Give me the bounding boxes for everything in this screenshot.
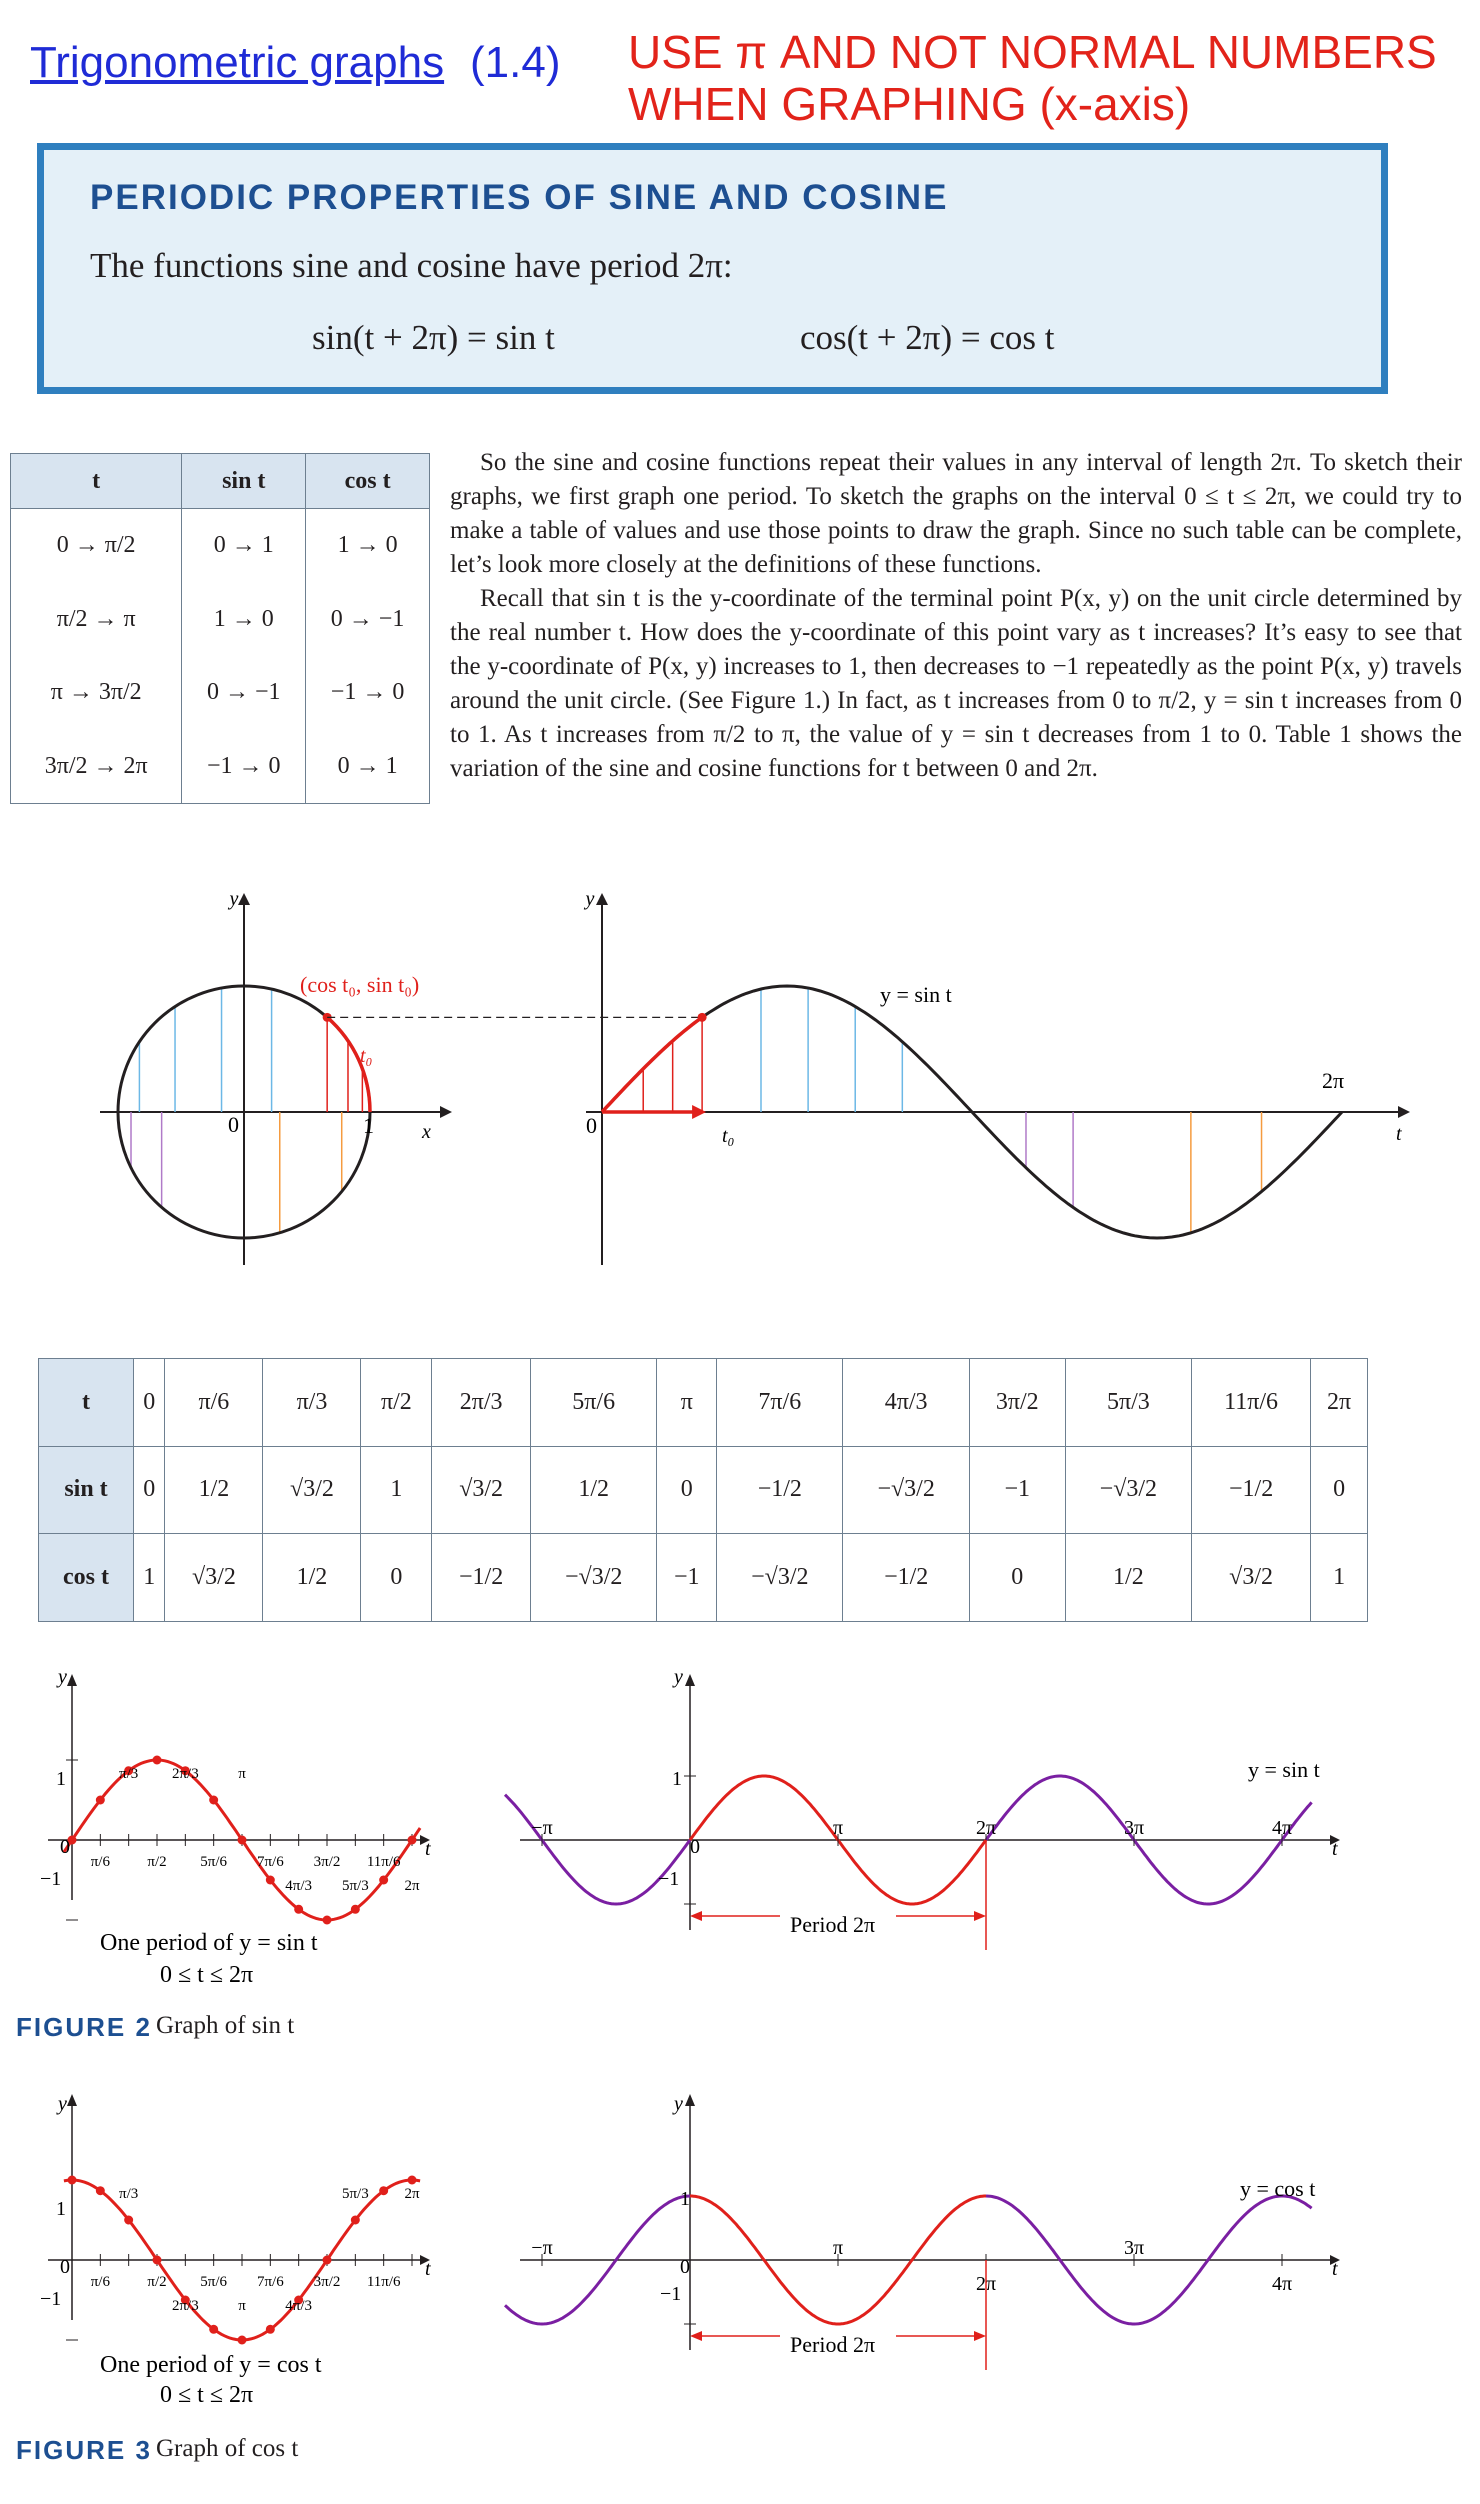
tick-label: −π [531, 2237, 553, 2259]
cell: −1 [969, 1446, 1065, 1534]
cell: −√3/2 [843, 1446, 969, 1534]
tick-label: 3π/2 [313, 1854, 341, 1870]
arrow-icon [974, 1911, 986, 1921]
tick-label: π/6 [90, 2274, 110, 2290]
arrow-icon [67, 1674, 77, 1686]
table-row [39, 1359, 1368, 1447]
figure-3-label: FIGURE 3 [16, 2435, 152, 2465]
left-zero-label: 0 [60, 1836, 70, 1858]
sin-period-equation: sin(t + 2π) = sin t [312, 318, 555, 357]
circle-one-label: 1 [363, 1113, 374, 1138]
left-one-label: 1 [56, 1768, 66, 1790]
cell: 0 [134, 1446, 165, 1534]
warning-line-1: USE π AND NOT NORMAL NUMBERS [628, 26, 1437, 78]
left-neg-one-label: −1 [40, 1868, 62, 1890]
arc-t0-label: t₀ [360, 1045, 373, 1067]
title-link[interactable]: Trigonometric graphs [30, 38, 445, 87]
paragraph-2: Recall that sin t is the y-coordinate of the terminal point P(x, y) on the unit circle determined by the real number t. How does the y-coordinate of this point vary as t increases? It’s easy to see that the y-coordinate of P(x, y) increases to 1, then decreases to −1 repeatedly as the point P(x, y) travels around the unit circle. (See Figure 1.) In fact, as t increases from 0 to π/2, y = sin t increases from 0 to 1. As t increases from π/2 to π, the value of y = sin t decreases from 1 to 0. Table 1 shows the variation of the sine and cosine functions for t between 0 and 2π. [450, 585, 1462, 782]
right-curve-label: y = cos t [1240, 2176, 1316, 2201]
row-label-cos: cos t [39, 1534, 134, 1622]
cos-period-equation: cos(t + 2π) = cos t [800, 318, 1055, 357]
cell: −1 → 0 [306, 656, 430, 729]
figure-2-caption: Graph of sin t [156, 2012, 295, 2039]
cell: √3/2 [165, 1534, 263, 1622]
cell: 0 → 1 [182, 509, 306, 583]
data-point [209, 1796, 218, 1805]
data-point [96, 1796, 105, 1805]
arrow-icon [596, 893, 608, 905]
data-point [294, 1905, 303, 1914]
tick-label: π/6 [90, 1854, 110, 1870]
right-zero-label: 0 [680, 2256, 690, 2278]
data-point [124, 2216, 133, 2225]
tick-label: 2π/3 [171, 2298, 199, 2314]
data-point [96, 2186, 105, 2195]
left-y-label: y [58, 2093, 67, 2115]
arrow-icon [692, 1105, 706, 1119]
box-heading: PERIODIC PROPERTIES OF SINE AND COSINE [90, 178, 949, 217]
cell: 11π/6 [1192, 1359, 1311, 1447]
arrow-icon [238, 893, 250, 905]
tick-label: 2π [975, 1817, 997, 1839]
data-point [153, 1756, 162, 1765]
curve-label: y = sin t [880, 982, 952, 1007]
cell: 0 → −1 [182, 656, 306, 729]
cell: √3/2 [263, 1446, 361, 1534]
tick-label: 5π/3 [341, 1878, 369, 1894]
tick-label: 7π/6 [256, 1854, 284, 1870]
arrow-icon [974, 2331, 986, 2341]
left-y-label: y [58, 1666, 67, 1688]
data-point [379, 1876, 388, 1885]
cell: 0 → 1 [306, 729, 430, 803]
right-curve-label: y = sin t [1248, 1757, 1320, 1782]
circle-origin-label: 0 [228, 1112, 239, 1137]
arrow-icon [440, 1106, 452, 1118]
data-point [408, 2176, 417, 2185]
cell: 0 [134, 1359, 165, 1447]
right-zero-label: 0 [690, 1836, 700, 1858]
data-point [238, 1836, 247, 1845]
arrow-icon [685, 2094, 695, 2106]
figure-2-sine-graphs [0, 1650, 1480, 1988]
circle-x-label: x [422, 1121, 431, 1143]
left-zero-label: 0 [60, 2256, 70, 2278]
body-text [450, 446, 1462, 786]
row-label-sin: sin t [39, 1446, 134, 1534]
section-number: (1.4) [470, 38, 561, 87]
cell: π/3 [263, 1359, 361, 1447]
cell: 1 → 0 [182, 583, 306, 656]
cell: −1/2 [717, 1446, 843, 1534]
tick-label: 4π/3 [285, 1878, 313, 1894]
left-note-2: 0 ≤ t ≤ 2π [160, 2382, 254, 2408]
cell: −1 → 0 [182, 729, 306, 803]
table-row [11, 509, 430, 583]
left-note-2: 0 ≤ t ≤ 2π [160, 1962, 254, 1988]
tick-label: 7π/6 [256, 2274, 284, 2290]
tick-label: π/2 [147, 2274, 167, 2290]
header-cos: cos t [306, 454, 430, 509]
warning-note [628, 26, 1437, 130]
figure-3-cosine-graphs [0, 2080, 1480, 2408]
cell: −1/2 [432, 1534, 531, 1622]
tick-label: 5π/6 [200, 2274, 228, 2290]
tick-label: 3π [1123, 1817, 1145, 1839]
table-row [39, 1534, 1368, 1622]
cell: 1 [361, 1446, 432, 1534]
left-t-label: t [425, 1838, 431, 1860]
values-table [38, 1358, 1368, 1622]
cell: 0 [969, 1534, 1065, 1622]
box-text: The functions sine and cosine have period 2π: [90, 246, 733, 285]
data-point [68, 2176, 77, 2185]
cell: 1/2 [1065, 1534, 1191, 1622]
graph-2pi-label: 2π [1322, 1068, 1345, 1093]
tick-label: 5π/3 [341, 2186, 369, 2202]
cell: 1/2 [531, 1446, 657, 1534]
tick-label: 4π [1271, 1817, 1293, 1839]
row-label-t: t [39, 1359, 134, 1447]
left-note-1: One period of y = cos t [100, 2352, 322, 2378]
cell: −1 [657, 1534, 717, 1622]
cell: −√3/2 [531, 1534, 657, 1622]
cell: −1/2 [1192, 1446, 1311, 1534]
data-point [209, 2325, 218, 2334]
left-note-1: One period of y = sin t [100, 1930, 318, 1956]
data-point [266, 2325, 275, 2334]
data-point [323, 2256, 332, 2265]
data-point [408, 1836, 417, 1845]
arrow-icon [1398, 1106, 1410, 1118]
cell: 3π/2 [969, 1359, 1065, 1447]
graph-t-label: t [1396, 1123, 1402, 1145]
tick-label: π [238, 1766, 246, 1782]
tick-label: 3π [1123, 2237, 1145, 2259]
data-point [266, 1876, 275, 1885]
figure-2-label: FIGURE 2 [16, 2012, 152, 2042]
point-label: (cos t₀, sin t₀) [300, 972, 420, 997]
graph-origin-label: 0 [586, 1113, 597, 1138]
cell: 2π [1311, 1359, 1368, 1447]
left-one-label: 1 [56, 2198, 66, 2220]
cell: 0 → π/2 [11, 509, 182, 583]
graph-point [698, 1013, 707, 1022]
graph-t0-label: t₀ [722, 1125, 735, 1147]
table-row [11, 656, 430, 729]
cell: 1 [134, 1534, 165, 1622]
tick-label: π/3 [119, 2186, 139, 2202]
cell: 1/2 [263, 1534, 361, 1622]
table-row [11, 729, 430, 803]
tick-label: 4π [1271, 2273, 1293, 2295]
period-label: Period 2π [790, 2332, 876, 2357]
cell: 1 [1311, 1534, 1368, 1622]
cell: 4π/3 [843, 1359, 969, 1447]
figure-3-caption: Graph of cos t [156, 2435, 299, 2462]
tick-label: π [832, 1817, 844, 1839]
right-y-label: y [674, 2093, 683, 2115]
tick-label: 2π [975, 2273, 997, 2295]
cell: π/6 [165, 1359, 263, 1447]
table-row [39, 1446, 1368, 1534]
data-point [379, 2186, 388, 2195]
cell: 5π/3 [1065, 1359, 1191, 1447]
cell: π/2 → π [11, 583, 182, 656]
variation-table [10, 453, 430, 804]
data-point [153, 2256, 162, 2265]
cell: π → 3π/2 [11, 656, 182, 729]
right-neg-one-label: −1 [660, 2283, 682, 2305]
circle-y-label: y [229, 888, 239, 910]
cell: √3/2 [432, 1446, 531, 1534]
table-header-row [11, 454, 430, 509]
arrow-icon [690, 2331, 702, 2341]
right-y-label: y [674, 1666, 683, 1688]
cell: −√3/2 [717, 1534, 843, 1622]
tick-label: 2π [404, 2186, 420, 2202]
cell: 2π/3 [432, 1359, 531, 1447]
arrow-icon [690, 1911, 702, 1921]
tick-label: π/2 [147, 1854, 167, 1870]
tick-label: 2π/3 [171, 1766, 199, 1782]
tick-label: 5π/6 [200, 1854, 228, 1870]
tick-label: 11π/6 [366, 1854, 401, 1870]
right-neg-one-label: −1 [658, 1868, 680, 1890]
cell: −1/2 [843, 1534, 969, 1622]
tick-label: 4π/3 [285, 2298, 313, 2314]
right-one-label: 1 [680, 2188, 690, 2210]
data-point [238, 2336, 247, 2345]
cell: π [657, 1359, 717, 1447]
cell: 3π/2 → 2π [11, 729, 182, 803]
figure-1-unit-circle-sine [0, 880, 1480, 1270]
data-point [351, 1905, 360, 1914]
tick-label: π [832, 2237, 844, 2259]
cell: √3/2 [1192, 1534, 1311, 1622]
left-t-label: t [425, 2258, 431, 2280]
tick-label: −π [531, 1817, 553, 1839]
tick-label: 11π/6 [366, 2274, 401, 2290]
cell: 1 → 0 [306, 509, 430, 583]
right-t-label: t [1332, 2258, 1338, 2280]
left-neg-one-label: −1 [40, 2288, 62, 2310]
header-t: t [11, 454, 182, 509]
header-sin: sin t [182, 454, 306, 509]
period-label: Period 2π [790, 1912, 876, 1937]
cell: 0 [361, 1534, 432, 1622]
sine-curve-highlight [602, 1017, 702, 1112]
data-point [323, 1916, 332, 1925]
cell: π/2 [361, 1359, 432, 1447]
cell: 7π/6 [717, 1359, 843, 1447]
cell: 0 [657, 1446, 717, 1534]
warning-line-2: WHEN GRAPHING (x-axis) [628, 78, 1191, 130]
tick-label: 3π/2 [313, 2274, 341, 2290]
tick-label: π/3 [119, 1766, 139, 1782]
table-row [11, 583, 430, 656]
cell: 0 → −1 [306, 583, 430, 656]
arrow-icon [67, 2094, 77, 2106]
tick-label: 2π [404, 1878, 420, 1894]
tick-label: π [238, 2298, 246, 2314]
cell: 0 [1311, 1446, 1368, 1534]
cell: 1/2 [165, 1446, 263, 1534]
cell: 5π/6 [531, 1359, 657, 1447]
right-t-label: t [1332, 1838, 1338, 1860]
cell: −√3/2 [1065, 1446, 1191, 1534]
data-point [351, 2216, 360, 2225]
arrow-icon [685, 1674, 695, 1686]
paragraph-1: So the sine and cosine functions repeat their values in any interval of length 2π. To sketch their graphs, we first graph one period. To sketch the graphs on the interval 0 ≤ t ≤ 2π, we could try to make a table of values and use those points to draw the graph. Since no such table can be complete, let’s look more closely at the definitions of these functions. [450, 449, 1462, 578]
graph-y-label: y [585, 888, 595, 910]
right-one-label: 1 [672, 1768, 682, 1790]
